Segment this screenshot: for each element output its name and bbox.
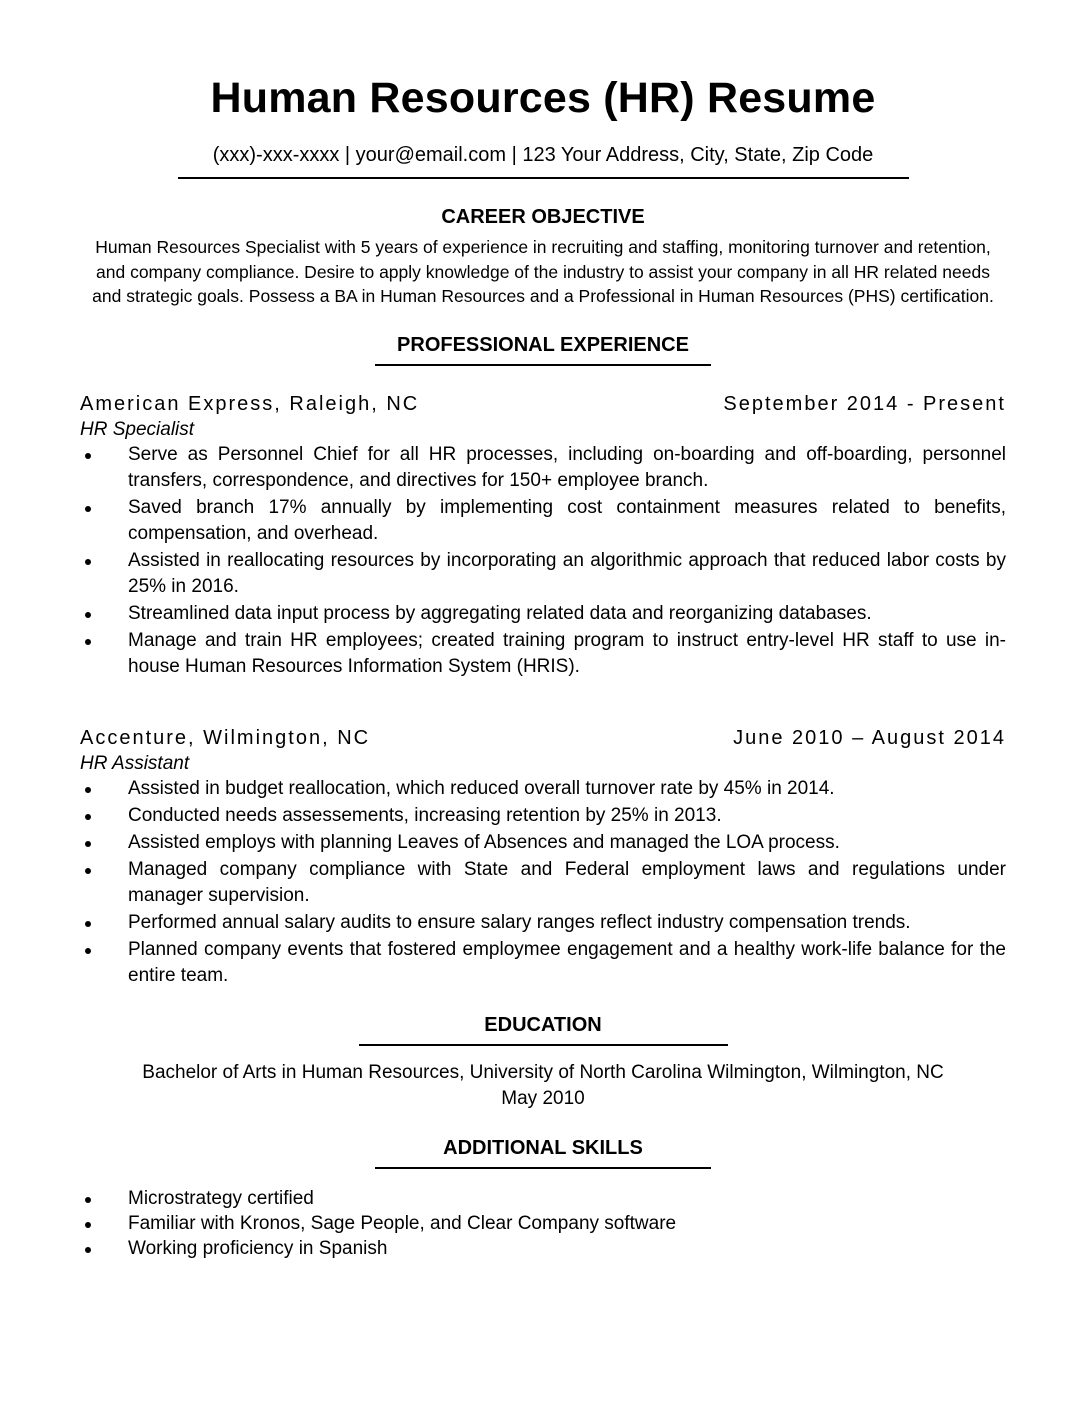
skill-item: [80, 1237, 1006, 1261]
job-bullet-text: Assisted in budget reallocation, which reduced overall turnover rate by 45% in 2014.: [128, 777, 835, 799]
job-bullet-text: Manage and train HR employees; created training program to instruct entry-level HR staff to use in-house Human Resources Information System (HRIS).: [128, 629, 1006, 677]
job-bullet-text: Managed company compliance with State and Federal employment laws and regulations under manager supervision.: [128, 858, 1006, 906]
job-bullet-text: Performed annual salary audits to ensure salary ranges reflect industry compensation trends.: [128, 911, 911, 933]
job-dates: June 2010 – August 2014: [733, 726, 1006, 749]
skill-text: Microstrategy certified: [128, 1187, 314, 1209]
job-bullet: [80, 937, 1006, 989]
skills-list: [80, 1187, 1006, 1261]
job-header: [80, 392, 1006, 416]
bullet-icon: [85, 868, 91, 874]
bullet-icon: [85, 1222, 91, 1228]
objective-text: Human Resources Specialist with 5 years of experience in recruiting and staffing, monitoring turnover and retention, and company compliance. Desire to apply knowledge of the industry to assist your company in all HR related needs and strategic goals. Possess a BA in Human Resources and a Professional in Human Resources (PHS) certification.: [92, 237, 994, 306]
job-entry: [80, 726, 1006, 989]
bullet-icon: [85, 559, 91, 565]
job-bullet: [80, 495, 1006, 547]
job-bullet-text: Streamlined data input process by aggregating related data and reorganizing databases.: [128, 602, 872, 624]
job-bullet: [80, 548, 1006, 600]
education-degree: Bachelor of Arts in Human Resources, University of North Carolina Wilmington, Wilmington, NC: [142, 1061, 944, 1083]
education-heading: EDUCATION: [484, 1013, 602, 1036]
skill-text: Familiar with Kronos, Sage People, and Clear Company software: [128, 1212, 677, 1234]
resume-title: Human Resources (HR) Resume: [210, 74, 876, 122]
experience-heading: PROFESSIONAL EXPERIENCE: [397, 333, 689, 356]
bullet-icon: [85, 948, 91, 954]
experience-divider: [375, 364, 711, 366]
contact-line: (xxx)-xxx-xxxx | your@email.com | 123 Your Address, City, State, Zip Code: [212, 144, 874, 166]
job-bullet: [80, 910, 1006, 936]
bullet-icon: [85, 506, 91, 512]
education-divider: [359, 1044, 728, 1046]
bullet-icon: [85, 1197, 91, 1203]
job-bullet-text: Assisted in reallocating resources by incorporating an algorithmic approach that reduced labor costs by 25% in 2016.: [128, 549, 1006, 597]
job-bullet: [80, 830, 1006, 856]
job-bullet: [80, 601, 1006, 627]
bullet-icon: [85, 787, 91, 793]
job-bullet-text: Conducted needs assessements, increasing retention by 25% in 2013.: [128, 804, 722, 826]
job-dates: September 2014 - Present: [723, 392, 1006, 415]
bullet-icon: [85, 612, 91, 618]
bullet-icon: [85, 639, 91, 645]
bullet-icon: [85, 1247, 91, 1253]
job-header: [80, 726, 1006, 750]
bullet-icon: [85, 453, 91, 459]
skill-item: [80, 1212, 1006, 1236]
job-bullet-text: Planned company events that fostered employmee engagement and a healthy work-life balance for the entire team.: [128, 938, 1006, 986]
job-entry: [80, 392, 1006, 680]
skills-heading: ADDITIONAL SKILLS: [443, 1136, 643, 1159]
job-bullet: [80, 628, 1006, 680]
job-bullets: [80, 776, 1006, 989]
job-company: Accenture, Wilmington, NC: [80, 726, 371, 749]
skill-item: [80, 1187, 1006, 1211]
job-bullet: [80, 776, 1006, 802]
job-bullet: [80, 803, 1006, 829]
job-bullet-text: Serve as Personnel Chief for all HR processes, including on-boarding and off-boarding, personnel transfers, correspondence, and directives for 150+ employee branch.: [128, 443, 1006, 491]
education-date: May 2010: [501, 1087, 585, 1109]
job-bullet-text: Saved branch 17% annually by implementing cost containment measures related to benefits, compensation, and overhead.: [128, 496, 1006, 544]
job-bullet: [80, 442, 1006, 494]
job-role: HR Specialist: [80, 418, 195, 440]
bullet-icon: [85, 841, 91, 847]
skill-text: Working proficiency in Spanish: [128, 1237, 388, 1259]
job-bullet-text: Assisted employs with planning Leaves of Absences and managed the LOA process.: [128, 831, 840, 853]
resume-page: [80, 0, 1006, 1262]
job-bullets: [80, 442, 1006, 680]
objective-heading: CAREER OBJECTIVE: [441, 206, 645, 228]
header-divider: [178, 177, 909, 179]
skills-divider: [375, 1167, 711, 1169]
job-role: HR Assistant: [80, 752, 190, 774]
job-company: American Express, Raleigh, NC: [80, 392, 420, 415]
bullet-icon: [85, 814, 91, 820]
job-bullet: [80, 857, 1006, 909]
bullet-icon: [85, 921, 91, 927]
